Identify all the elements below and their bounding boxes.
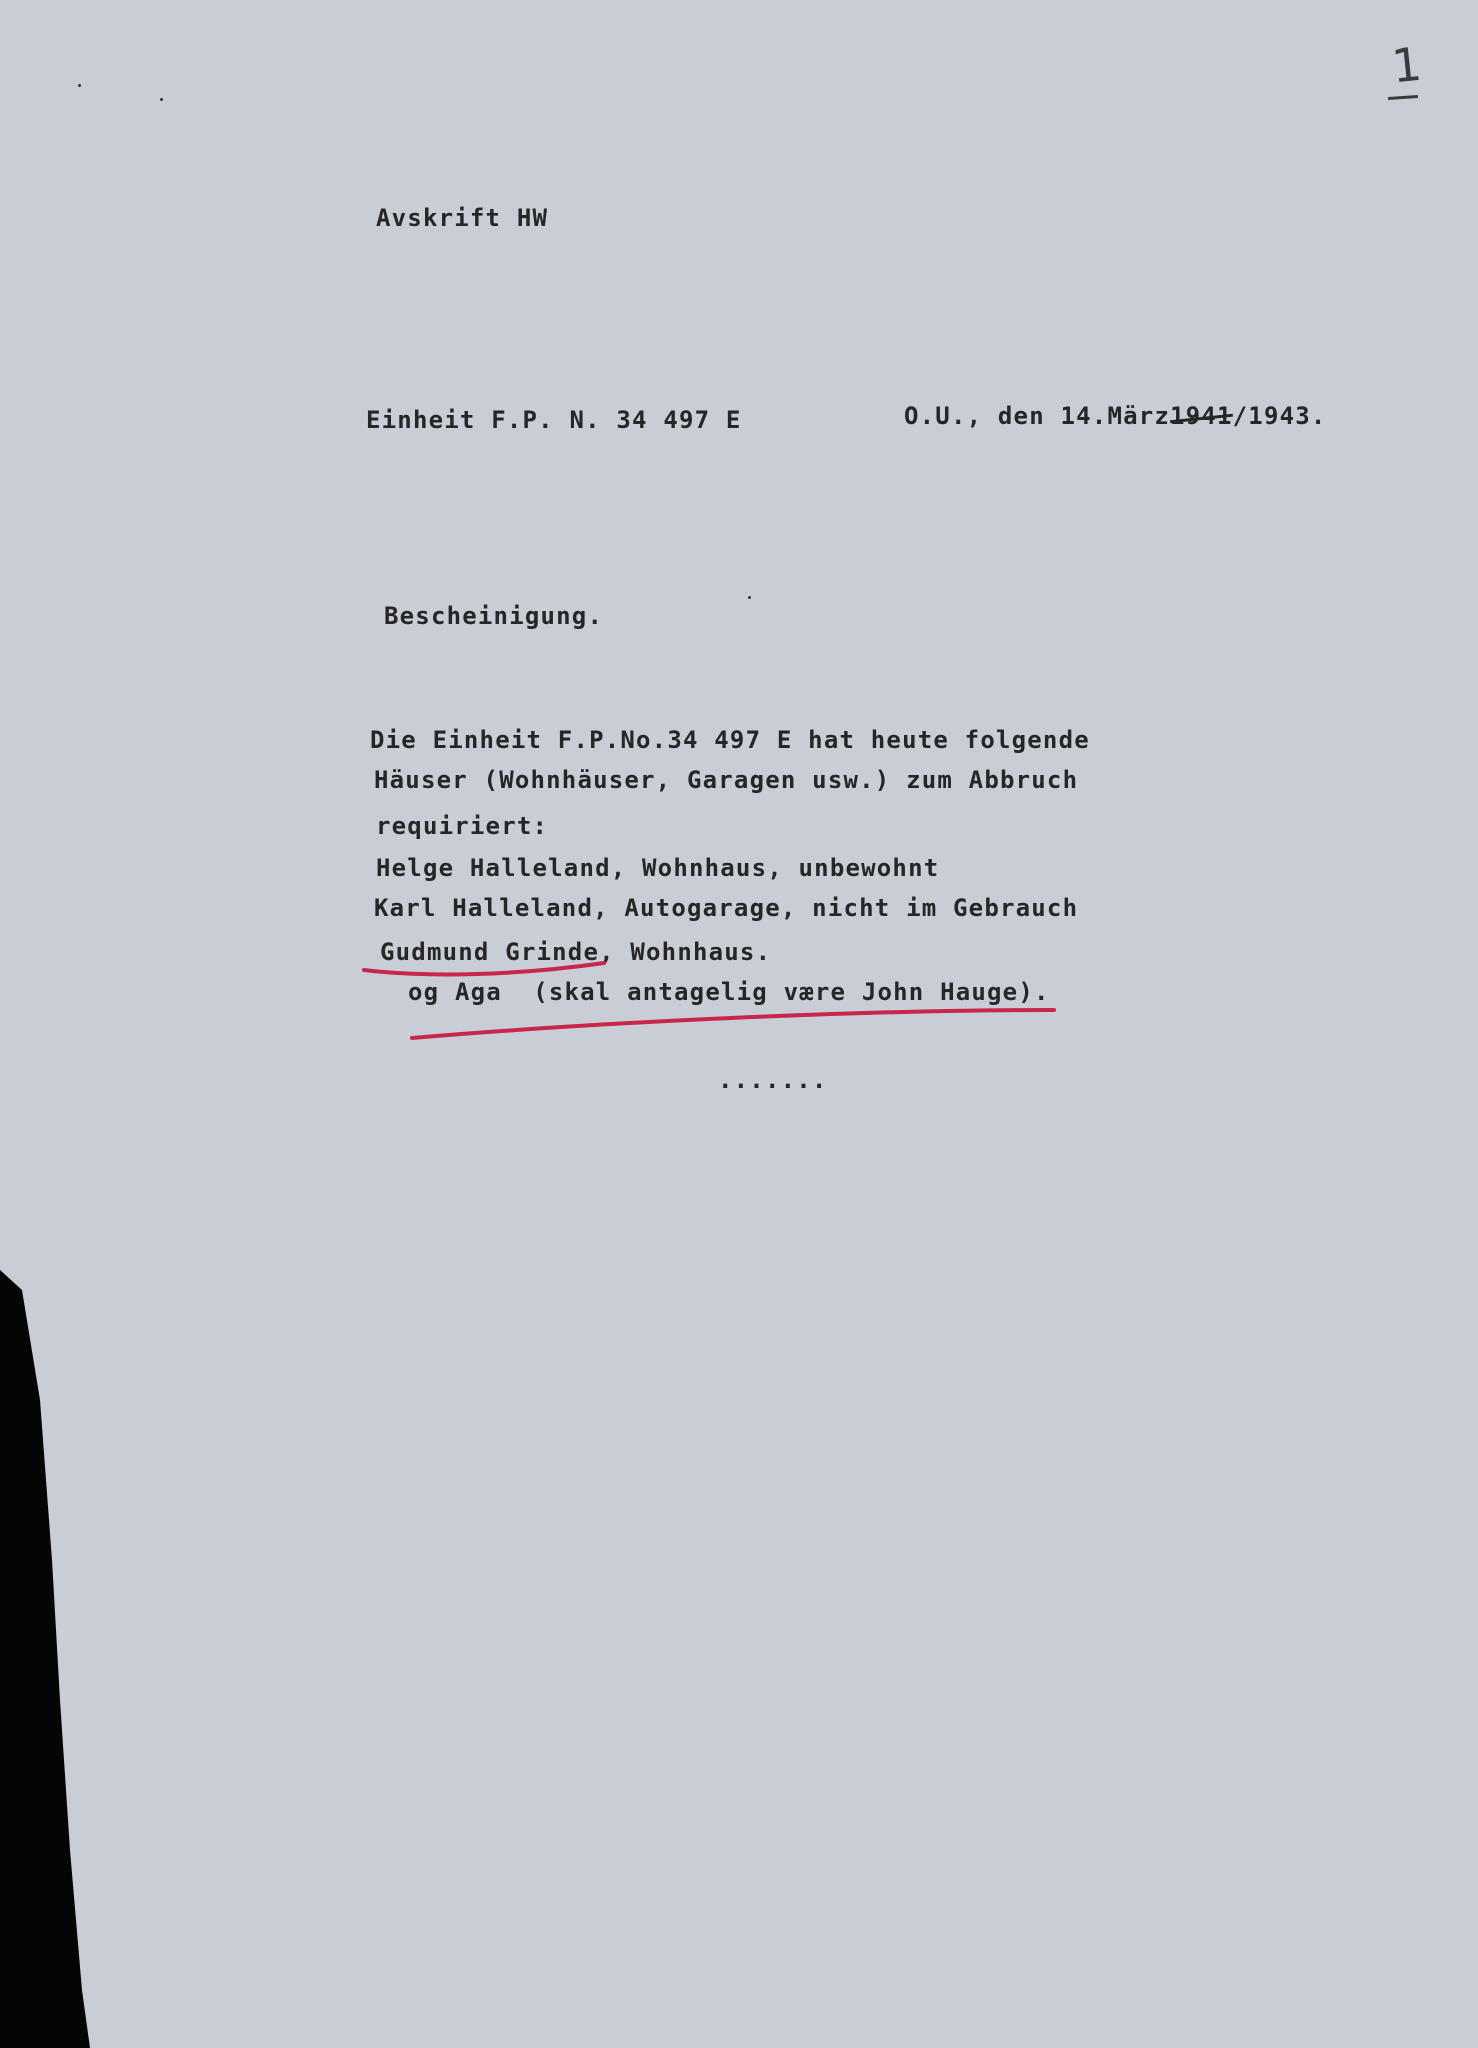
body-line: Helge Halleland, Wohnhaus, unbewohnt bbox=[376, 854, 940, 882]
handwritten-page-number: 1 bbox=[1389, 36, 1425, 94]
paper-speck bbox=[78, 84, 81, 87]
place-date bbox=[904, 402, 1327, 430]
closing-dots: ....... bbox=[718, 1066, 828, 1094]
copy-note: Avskrift HW bbox=[376, 204, 549, 232]
year-text: /1943. bbox=[1232, 402, 1327, 430]
struck-year bbox=[1170, 402, 1233, 430]
document-title: Bescheinigung. bbox=[384, 602, 604, 630]
body-line: Häuser (Wohnhäuser, Garagen usw.) zum Abbruch bbox=[374, 766, 1079, 794]
body-line: requiriert: bbox=[376, 812, 549, 840]
place-date-text: O.U., den 14.März bbox=[904, 402, 1171, 430]
body-line: og Aga (skal antagelig være John Hauge). bbox=[408, 978, 1050, 1006]
unit-designation: Einheit F.P. N. 34 497 E bbox=[366, 406, 742, 434]
paper-speck bbox=[748, 596, 751, 599]
body-line: Karl Halleland, Autogarage, nicht im Gebrauch bbox=[374, 894, 1079, 922]
body-line: Die Einheit F.P.No.34 497 E hat heute folgende bbox=[370, 726, 1090, 754]
paper-speck bbox=[160, 98, 163, 101]
struck-year-text: 1941 bbox=[1170, 402, 1233, 430]
body-line: Gudmund Grinde, Wohnhaus. bbox=[380, 938, 772, 966]
